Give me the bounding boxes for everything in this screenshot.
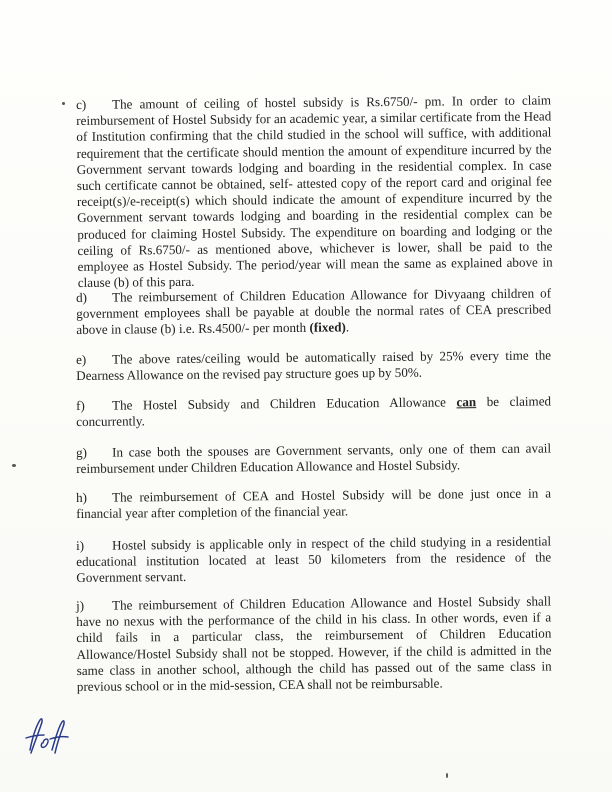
clause-d-text: The reimbursement of Children Education Allowance for Divyaang children of government employees shall be payable at double the normal rates of CEA prescribed above in clause (b) i.e. Rs.4500/- per month — [76, 285, 552, 338]
clause-d-bold: (fixed) — [309, 319, 346, 336]
scan-speck — [446, 773, 448, 778]
scan-speck — [12, 464, 16, 467]
clause-d-label: d) — [76, 289, 88, 305]
clause-f-label: f) — [76, 397, 85, 413]
clause-h-text: The reimbursement of CEA and Hostel Subsidy will be done just once in a financial year after completion of the financial year. — [76, 485, 552, 522]
clause-j — [76, 593, 552, 695]
clause-j-label: j) — [76, 597, 85, 613]
clause-i — [76, 533, 551, 586]
clause-f-text-after: be claimed concurrently. — [76, 393, 552, 430]
clause-i-text: Hostel subsidy is applicable only in respect of the child studying in a residential educational institution located at least 50 kilometers from the residence of the Government servant. — [76, 533, 552, 586]
clause-h — [76, 485, 551, 522]
clause-f-text-before: The Hostel Subsidy and Children Education Allowance — [111, 394, 457, 413]
clause-g-label: g) — [76, 444, 88, 460]
clause-f — [76, 393, 551, 430]
clause-e — [76, 347, 551, 384]
clause-g — [76, 440, 551, 477]
clause-e-text: The above rates/ceiling would be automatically raised by 25% every time the Dearness Allowance on the revised pay structure goes up by 50%. — [76, 347, 552, 384]
clause-e-label: e) — [76, 351, 87, 367]
clause-f-emphasis: can — [456, 394, 477, 410]
clause-j-text: The reimbursement of Children Education Allowance and Hostel Subsidy shall have no nexus with the performance of the child in his class. In other words, even if a child fails in a particular class, the reimbursement of Children Education Allowance/Hostel Subsidy shall not be stopped. However, if the child is admitted in the same class in another school, although the child has passed out of the same class in previous school or in the mid-session, CEA shall not be reimbursable. — [76, 593, 552, 695]
clause-d-end: . — [345, 319, 350, 335]
clause-g-text: In case both the spouses are Government servants, only one of them can avail reimbursement under Children Education Allowance and Hostel Subsidy. — [76, 440, 552, 477]
clause-i-label: i) — [76, 537, 85, 553]
scan-speck — [62, 102, 65, 105]
clause-c-text: The amount of ceiling of hostel subsidy is Rs.6750/- pm. In order to claim reimbursement of Hostel Subsidy for an academic year, a similar certificate from the Head of Institution confirming that the child studied in the school will suffice, with additional requirement that the certificate should mention the amount of expenditure incurred by the Government servant towards lodging and boarding in the residential complex. In case such certificate cannot be obtained, self- attested copy of the report card and original fee receipt(s)/e-receipt(s) which should indicate the amount of expenditure incurred by the Government servant towards lodging and boarding in the residential complex can be produced for claiming Hostel Subsidy. The expenditure on boarding and lodging or the ceiling of Rs.6750/- as mentioned above, whichever is lower, shall be paid to the employee as Hostel Subsidy. The period/year will mean the same as explained above in clause (b) of this para. — [76, 92, 553, 291]
clause-h-label: h) — [76, 489, 88, 505]
clause-d — [76, 285, 551, 338]
clause-c — [76, 92, 553, 291]
handwritten-signature-icon — [22, 716, 72, 756]
clause-c-label: c) — [76, 96, 87, 112]
